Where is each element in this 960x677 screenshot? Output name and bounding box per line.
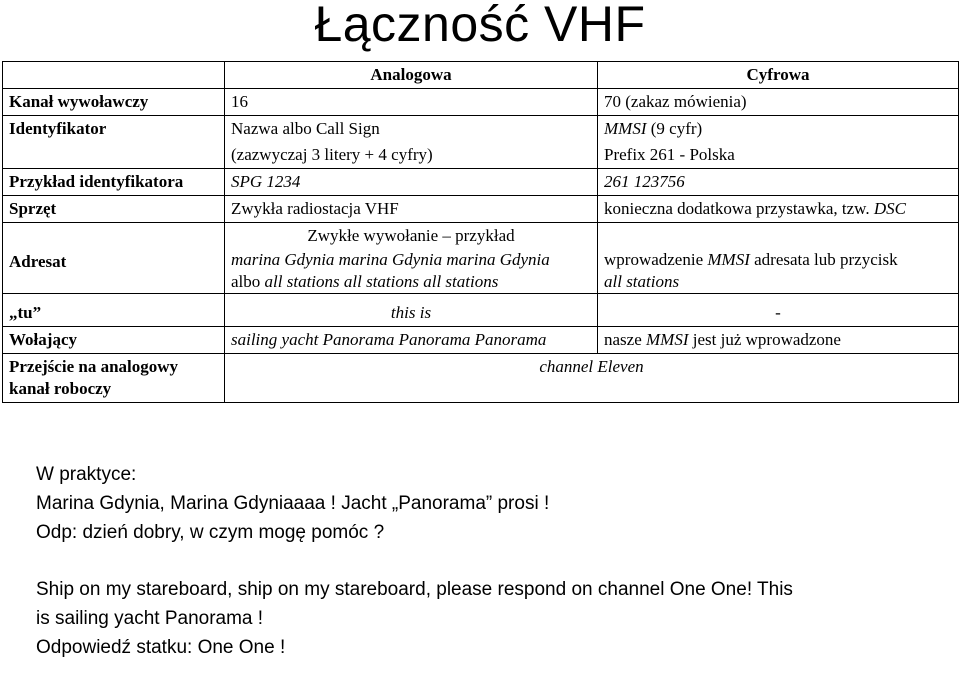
identifier-digital-line1-rest: (9 cyfr) (646, 119, 703, 138)
header-analog: Analogowa (225, 62, 598, 89)
switch-label-line1: Przejście na analogowy (9, 357, 179, 376)
here-analog: this is (225, 294, 598, 327)
table-row-identifier-example (3, 169, 959, 196)
table-row-calling-channel (3, 89, 959, 116)
table-row-identifier (3, 116, 959, 169)
table-row-here (3, 294, 959, 327)
row-label-switch (3, 354, 225, 403)
identifier-digital-line2: Prefix 261 - Polska (604, 145, 735, 164)
addressee-digital-line1 (604, 249, 952, 271)
dsc-term: DSC (873, 199, 906, 218)
notes-line1: Marina Gdynia, Marina Gdyniaaaa ! Jacht „Panorama” prosi ! (36, 493, 550, 514)
row-label-equipment: Sprzęt (3, 196, 225, 223)
identifier-example-analog: SPG 1234 (225, 169, 598, 196)
identifier-digital (598, 116, 959, 169)
notes-line5: Odpowiedź statku: One One ! (36, 637, 286, 658)
equipment-analog: Zwykła radiostacja VHF (225, 196, 598, 223)
caller-analog: sailing yacht Panorama Panorama Panorama (225, 327, 598, 354)
practice-notes (36, 460, 936, 662)
identifier-digital-line1 (604, 116, 952, 142)
addressee-analog (225, 223, 598, 294)
mmsi-term: MMSI (604, 119, 647, 138)
identifier-analog-line1: Nazwa albo Call Sign (231, 119, 380, 138)
addressee-digital-suffix: adresata lub przycisk (749, 250, 898, 269)
equipment-digital (598, 196, 959, 223)
caller-digital (598, 327, 959, 354)
caller-digital-prefix: nasze (604, 330, 647, 349)
addressee-analog-or: albo (231, 272, 265, 291)
addressee-analog-line2 (231, 271, 591, 293)
identifier-analog-line2: (zazwyczaj 3 litery + 4 cyfry) (231, 145, 433, 164)
addressee-digital-prefix: wprowadzenie (604, 250, 708, 269)
table-row-equipment (3, 196, 959, 223)
identifier-example-digital: 261 123756 (598, 169, 959, 196)
calling-channel-analog: 16 (225, 89, 598, 116)
header-digital: Cyfrowa (598, 62, 959, 89)
row-label-identifier: Identyfikator (3, 116, 225, 169)
addressee-digital-line2: all stations (604, 272, 680, 291)
addressee-analog-line1: marina Gdynia marina Gdynia marina Gdynia (231, 250, 550, 269)
table-row-addressee (3, 223, 959, 294)
notes-line2: Odp: dzień dobry, w czym mogę pomóc ? (36, 522, 385, 543)
row-label-here: „tu” (3, 294, 225, 327)
here-digital: - (598, 294, 959, 327)
addressee-digital-spacer (604, 223, 952, 249)
vhf-comparison-table (2, 61, 959, 403)
header-empty-cell (3, 62, 225, 89)
calling-channel-digital: 70 (zakaz mówienia) (598, 89, 959, 116)
row-label-identifier-example: Przykład identyfikatora (3, 169, 225, 196)
notes-line3: Ship on my stareboard, ship on my stareboard, please respond on channel One One! This (36, 579, 793, 600)
notes-heading: W praktyce: (36, 464, 137, 485)
addressee-mmsi-term: MMSI (707, 250, 750, 269)
example-heading: Zwykłe wywołanie – przykład (307, 226, 515, 245)
page-title: Łączność VHF (314, 0, 646, 52)
notes-gap (36, 547, 936, 575)
equipment-digital-text: konieczna dodatkowa przystawka, tzw. (604, 199, 874, 218)
row-label-addressee: Adresat (3, 223, 225, 294)
caller-mmsi-term: MMSI (646, 330, 689, 349)
row-label-calling-channel: Kanał wywoławczy (3, 89, 225, 116)
switch-value: channel Eleven (225, 354, 959, 403)
addressee-digital (598, 223, 959, 294)
switch-label-line2: kanał roboczy (9, 379, 112, 398)
caller-digital-suffix: jest już wprowadzone (688, 330, 841, 349)
row-label-caller: Wołający (3, 327, 225, 354)
table-row-switch (3, 354, 959, 403)
addressee-all-stations: all stations all stations all stations (264, 272, 499, 291)
identifier-analog (225, 116, 598, 169)
table-header-row (3, 62, 959, 89)
notes-line4: is sailing yacht Panorama ! (36, 608, 264, 629)
table-row-caller (3, 327, 959, 354)
